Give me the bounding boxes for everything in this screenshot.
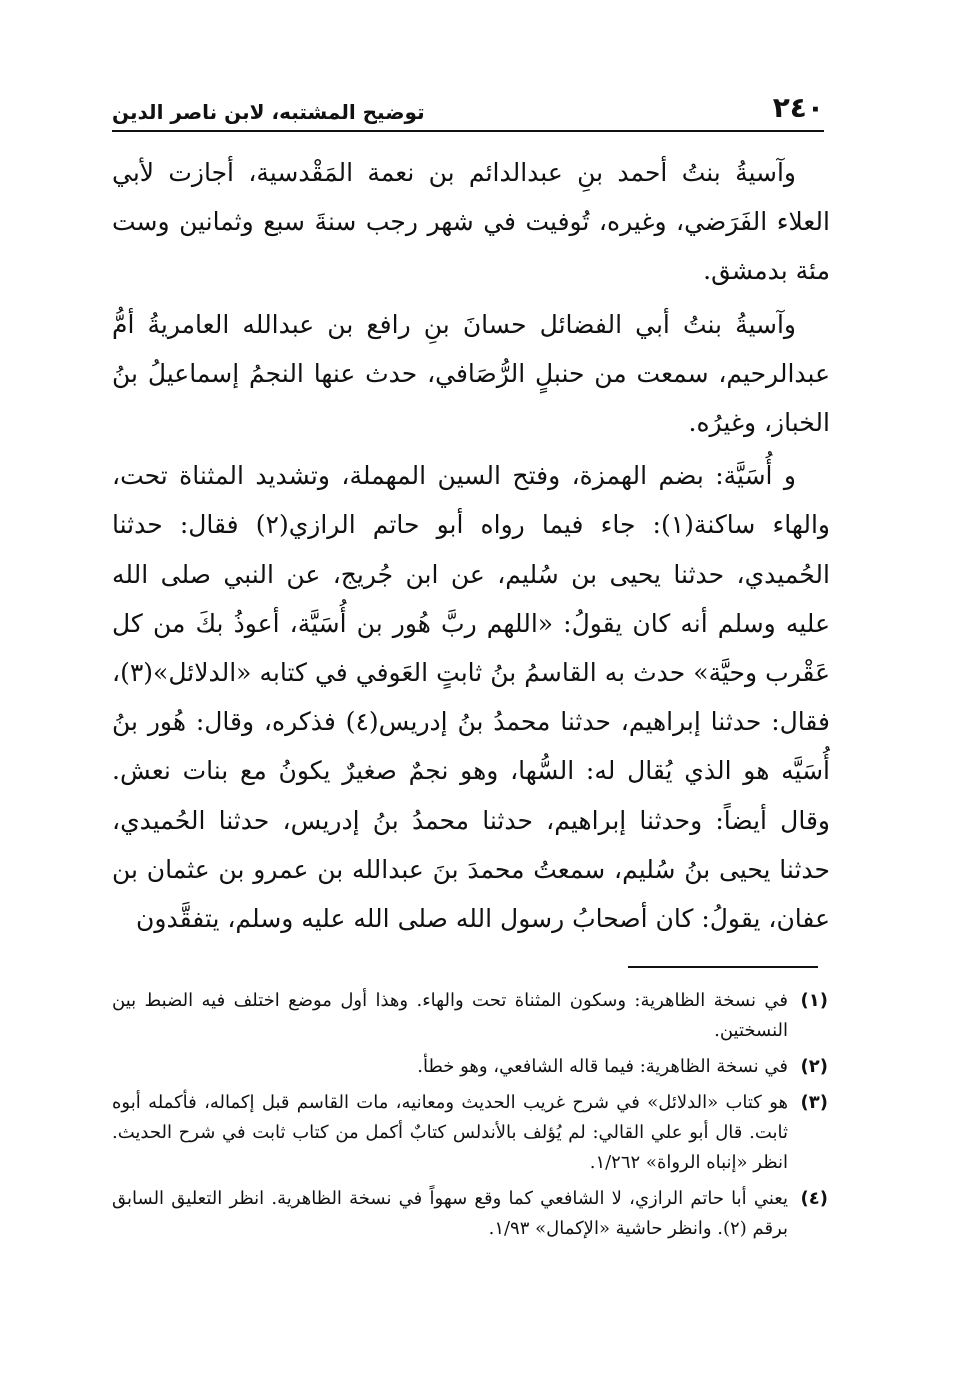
footnotes xyxy=(112,986,828,1250)
footnote-1 xyxy=(112,986,828,1046)
footnote-4 xyxy=(112,1184,828,1244)
footnote-text: يعني أبا حاتم الرازي، لا الشافعي كما وقع سهواً في نسخة الظاهرية. انظر التعليق السابق برقم (٢). وانظر حاشية «الإكمال» ١/٩٣. xyxy=(112,1188,788,1239)
main-text xyxy=(112,148,830,947)
page-number: ٢٤٠ xyxy=(772,91,824,124)
book-title: توضيح المشتبه، لابن ناصر الدين xyxy=(112,100,425,124)
footnote-3 xyxy=(112,1088,828,1178)
footnote-number: (٢) xyxy=(800,1056,828,1077)
footnote-text: هو كتاب «الدلائل» في شرح غريب الحديث ومعانيه، مات القاسم قبل إكماله، فأكمله أبوه ثابت. قال أبو علي القالي: لم يُؤلف بالأندلس كتابٌ أكمل من كتاب ثابت في شرح الحديث. انظر «إنباه الرواة» ١/٢٦٢. xyxy=(112,1092,788,1173)
footnote-2 xyxy=(112,1052,828,1082)
footnote-number: (١) xyxy=(800,990,828,1011)
footnote-number: (٤) xyxy=(800,1188,828,1209)
running-header xyxy=(112,92,824,132)
footnote-separator xyxy=(628,966,818,968)
footnote-text: في نسخة الظاهرية: وسكون المثناة تحت والهاء. وهذا أول موضع اختلف فيه الضبط بين النسختين. xyxy=(112,990,788,1041)
paragraph-asiya-bint-ahmad: وآسيةُ بنتُ أحمد بنِ عبدالدائم بن نعمة المَقْدسية، أجازت لأبي العلاء الفَرَضي، وغيره، تُوفيت في شهر رجب سنةَ سبع وثمانين وست مئة بدمشق. xyxy=(112,158,830,286)
footnote-number: (٣) xyxy=(800,1092,828,1113)
footnote-text: في نسخة الظاهرية: فيما قاله الشافعي، وهو خطأ. xyxy=(417,1056,788,1077)
paragraph-asiya-bint-abi-al-fadail: وآسيةُ بنتُ أبي الفضائل حسانَ بنِ رافع بن عبدالله العامريةُ أمُّ عبدالرحيم، سمعت من حنبلٍ الرُّصَافي، حدث عنها النجمُ إسماعيلُ بنُ الخباز، وغيرُه. xyxy=(112,309,830,438)
paragraph-usayya: و أُسَيَّة: بضم الهمزة، وفتح السين المهملة، وتشديد المثناة تحت، والهاء ساكنة(١): جاء فيما رواه أبو حاتم الرازي(٢) فقال: حدثنا الحُميدي، حدثنا يحيى بن سُليم، عن ابن جُريج، عن النبي صلى الله عليه وسلم أنه كان يقولُ: «اللهم ربَّ هُور بن أُسَيَّة، أعوذُ بكَ من كل عَقْرب وحيَّة» حدث به القاسمُ بنُ ثابتٍ العَوفي في كتابه «الدلائل»(٣)، فقال: حدثنا إبراهيم، حدثنا محمدُ بنُ إدريس(٤) فذكره، وقال: هُور بنُ أُسَيَّه هو الذي يُقال له: السُّها، وهو نجمٌ صغيرٌ يكونُ مع بنات نعش. وقال أيضاً: وحدثنا إبراهيم، حدثنا محمدُ بنُ إدريس، حدثنا الحُميدي، حدثنا يحيى بنُ سُليم، سمعتُ محمدَ بنَ عبدالله بن عمرو بن عثمان بن عفان، يقولُ: كان أصحابُ رسول الله صلى الله عليه وسلم، يتفقَّدون xyxy=(112,461,830,934)
